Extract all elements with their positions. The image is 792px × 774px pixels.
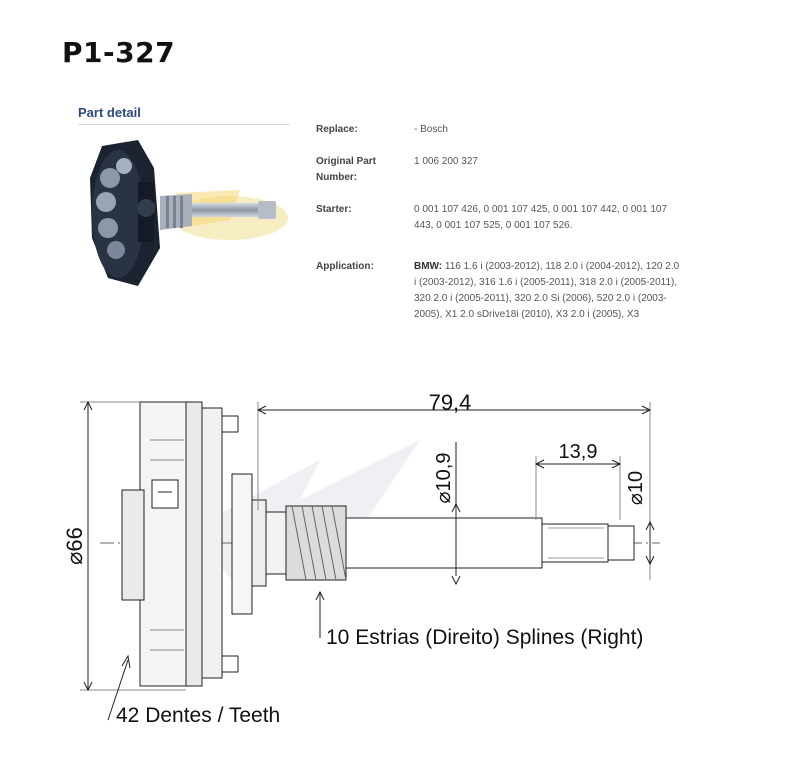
technical-drawing — [0, 380, 792, 774]
dim-housing-diameter: ⌀66 — [62, 527, 87, 565]
detail-value: - Bosch — [414, 124, 448, 135]
detail-label: Replace: — [316, 124, 358, 135]
dim-shaft-diameter: ⌀10 — [625, 470, 647, 506]
part-detail-heading: Part detail — [78, 105, 141, 120]
dim-spline-length: 13,9 — [558, 441, 598, 463]
detail-value: 0 001 107 426, 0 001 107 425, 0 001 107 442, 0 001 107 443, 0 001 107 525, 0 001 107 526. — [414, 204, 668, 231]
detail-label: Application: — [316, 261, 374, 272]
part-detail-divider — [78, 124, 290, 125]
note-splines: 10 Estrias (Direito) Splines (Right) — [326, 626, 644, 649]
dim-overall-length: 79,4 — [428, 390, 472, 415]
detail-value-text: 116 1.6 i (2003-2012), 118 2.0 i (2004-2012), 120 2.0 i (2003-2012), 316 1.6 i (2005-2011), 318 2.0 i (2005-2011), 320 2.0 i (2005-2011), 320 2.0 Si (2006), 520 2.0 i (2003-2005), X1 2.0 sDrive18i (2010), X3 2.0 i (2005), X3 — [414, 261, 680, 320]
part-code: P1-327 — [62, 36, 176, 69]
detail-label: Starter: — [316, 204, 352, 215]
note-teeth: 42 Dentes / Teeth — [116, 704, 281, 727]
detail-value-brand: BMW: — [414, 261, 443, 272]
detail-label: Original Part Number: — [316, 156, 377, 183]
detail-value — [414, 259, 682, 323]
dim-pinion-diameter: ⌀10,9 — [433, 452, 455, 504]
part-detail-table — [316, 122, 682, 320]
product-photo — [80, 138, 285, 290]
detail-value: 1 006 200 327 — [414, 156, 478, 167]
